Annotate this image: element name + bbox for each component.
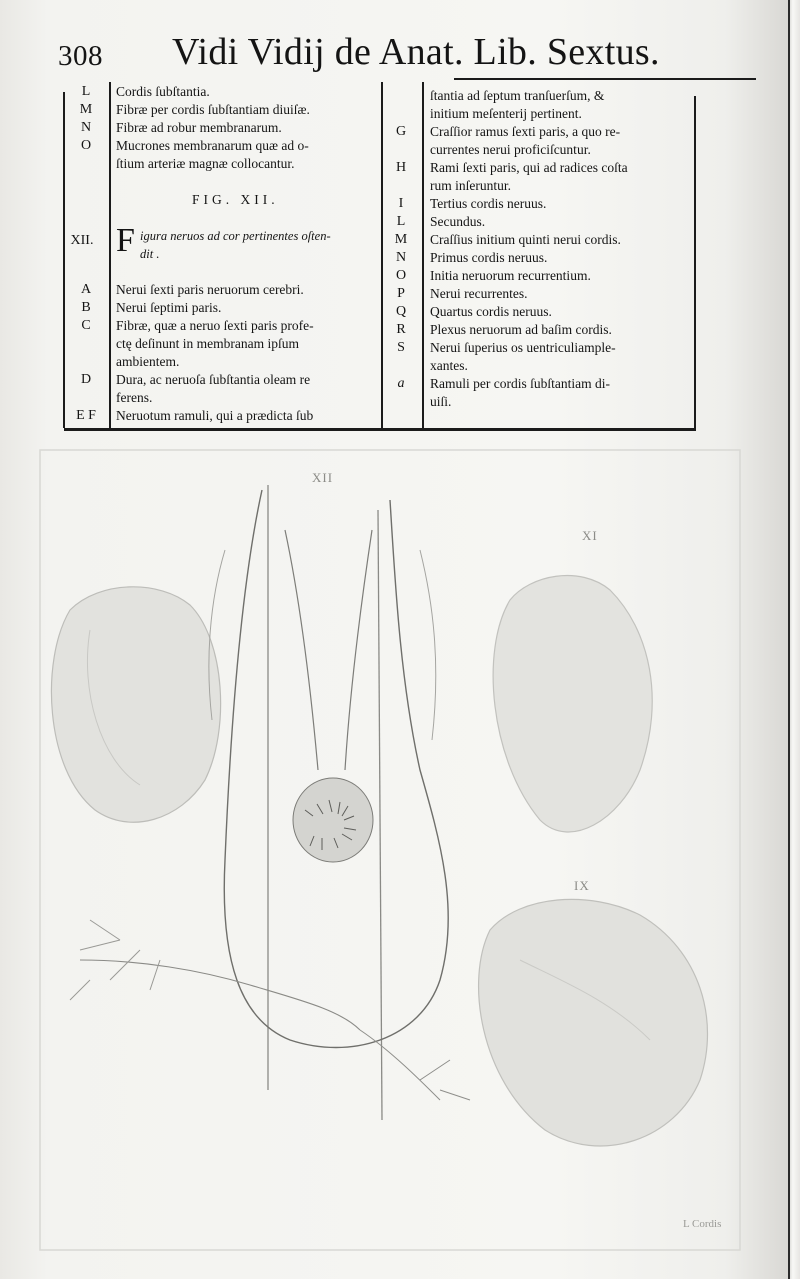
legend-letter: B	[81, 300, 91, 315]
legend-text: Cordis ſubſtantia.	[116, 84, 210, 99]
legend-text: Primus cordis neruus.	[430, 250, 548, 265]
legend-text: Fibræ ad robur membranarum.	[116, 120, 282, 135]
legend-letter: O	[395, 268, 407, 283]
legend-text: Nerui ſuperius os uentriculiample-	[430, 340, 616, 355]
figure-label: XII	[312, 470, 334, 485]
legend-text: Ramuli per cordis ſubſtantiam di-	[430, 376, 610, 391]
legend-text: Dura, ac neruoſa ſubſtantia oleam re	[116, 372, 311, 387]
legend-text: ſtium arteriæ magnæ collocantur.	[116, 156, 295, 171]
legend-text: Craſſior ramus ſexti paris, a quo re-	[430, 124, 621, 139]
legend-text: xantes.	[430, 358, 468, 373]
legend-text: currentes nerui proficiſcuntur.	[430, 142, 591, 157]
legend-text: Secundus.	[430, 214, 486, 229]
page-number: 308	[58, 40, 103, 72]
legend-text: ctę deſinunt in membranam ipſum	[116, 336, 299, 351]
legend-letter: O	[80, 138, 92, 153]
legend-letter: a	[397, 376, 405, 391]
drop-cap-initial: F	[116, 222, 135, 259]
running-head: Vidi Vidij de Anat. Lib. Sextus.	[172, 31, 660, 73]
table-top-rule	[454, 78, 756, 80]
figure-description-line: dit .	[140, 247, 160, 261]
legend-text: Fibræ, quæ a neruo ſexti paris profe-	[116, 318, 314, 333]
legend-text: Nerui ſeptimi paris.	[116, 300, 222, 315]
legend-text: Quartus cordis neruus.	[430, 304, 552, 319]
page-header	[58, 28, 660, 73]
legend-letter: L	[81, 84, 91, 99]
legend-letter: Q	[395, 304, 407, 319]
figure-number: XII.	[70, 233, 94, 248]
legend-text: initium meſenterij pertinent.	[430, 106, 582, 121]
page-gutter-line	[788, 0, 790, 1279]
legend-text: Rami ſexti paris, qui ad radices coſta	[430, 160, 628, 175]
legend-letter: I	[398, 196, 404, 211]
legend-letter: P	[397, 286, 405, 301]
legend-text: Craſſius initium quinti nerui cordis.	[430, 232, 621, 247]
legend-letter: M	[79, 102, 93, 117]
legend-text: Nerui recurrentes.	[430, 286, 528, 301]
legend-text: Plexus neruorum ad baſim cordis.	[430, 322, 612, 337]
legend-letter: D	[80, 372, 92, 387]
legend-text: Initia neruorum recurrentium.	[430, 268, 591, 283]
legend-text: Nerui ſexti paris neruorum cerebri.	[116, 282, 304, 297]
legend-text: rum inſeruntur.	[430, 178, 511, 193]
legend-letter: R	[396, 322, 406, 337]
legend-letter: N	[80, 120, 92, 135]
legend-table	[64, 78, 696, 432]
legend-text: ſtantia ad ſeptum tranſuerſum, &	[430, 88, 605, 103]
figure-label: IX	[574, 878, 590, 893]
right-letter-column-rule	[422, 82, 424, 428]
figure-description-line: igura neruos ad cor pertinentes oſten-	[140, 229, 331, 243]
table-bottom-rule	[64, 428, 696, 431]
legend-letter: G	[395, 124, 407, 139]
letter-column-rule	[109, 82, 111, 428]
anatomical-plate	[0, 440, 788, 1279]
legend-letter: A	[80, 282, 92, 297]
catchword: L Cordis	[683, 1218, 722, 1230]
plate-illustration	[0, 440, 788, 1279]
legend-letter: H	[395, 160, 407, 175]
legend-letter: S	[397, 340, 405, 355]
legend-letter: N	[395, 250, 407, 265]
legend-text: Tertius cordis neruus.	[430, 196, 547, 211]
legend-text: Neruotum ramuli, qui a prædicta ſub	[116, 408, 314, 423]
legend-text: ferens.	[116, 390, 153, 405]
legend-letter: C	[81, 318, 91, 333]
legend-letter: L	[396, 214, 406, 229]
legend-letter: E F	[76, 408, 96, 423]
table-right-rule	[694, 96, 696, 430]
column-divider-rule	[381, 82, 383, 428]
legend-text: Mucrones membranarum quæ ad o-	[116, 138, 309, 153]
table-left-rule	[63, 92, 65, 428]
figure-heading: FIG. XII.	[192, 192, 279, 207]
legend-text: uiſi.	[430, 394, 452, 409]
legend-text: Fibræ per cordis ſubſtantiam diuiſæ.	[116, 102, 310, 117]
legend-text: ambientem.	[116, 354, 180, 369]
legend-letter: M	[394, 232, 408, 247]
figure-label: XI	[582, 528, 598, 543]
